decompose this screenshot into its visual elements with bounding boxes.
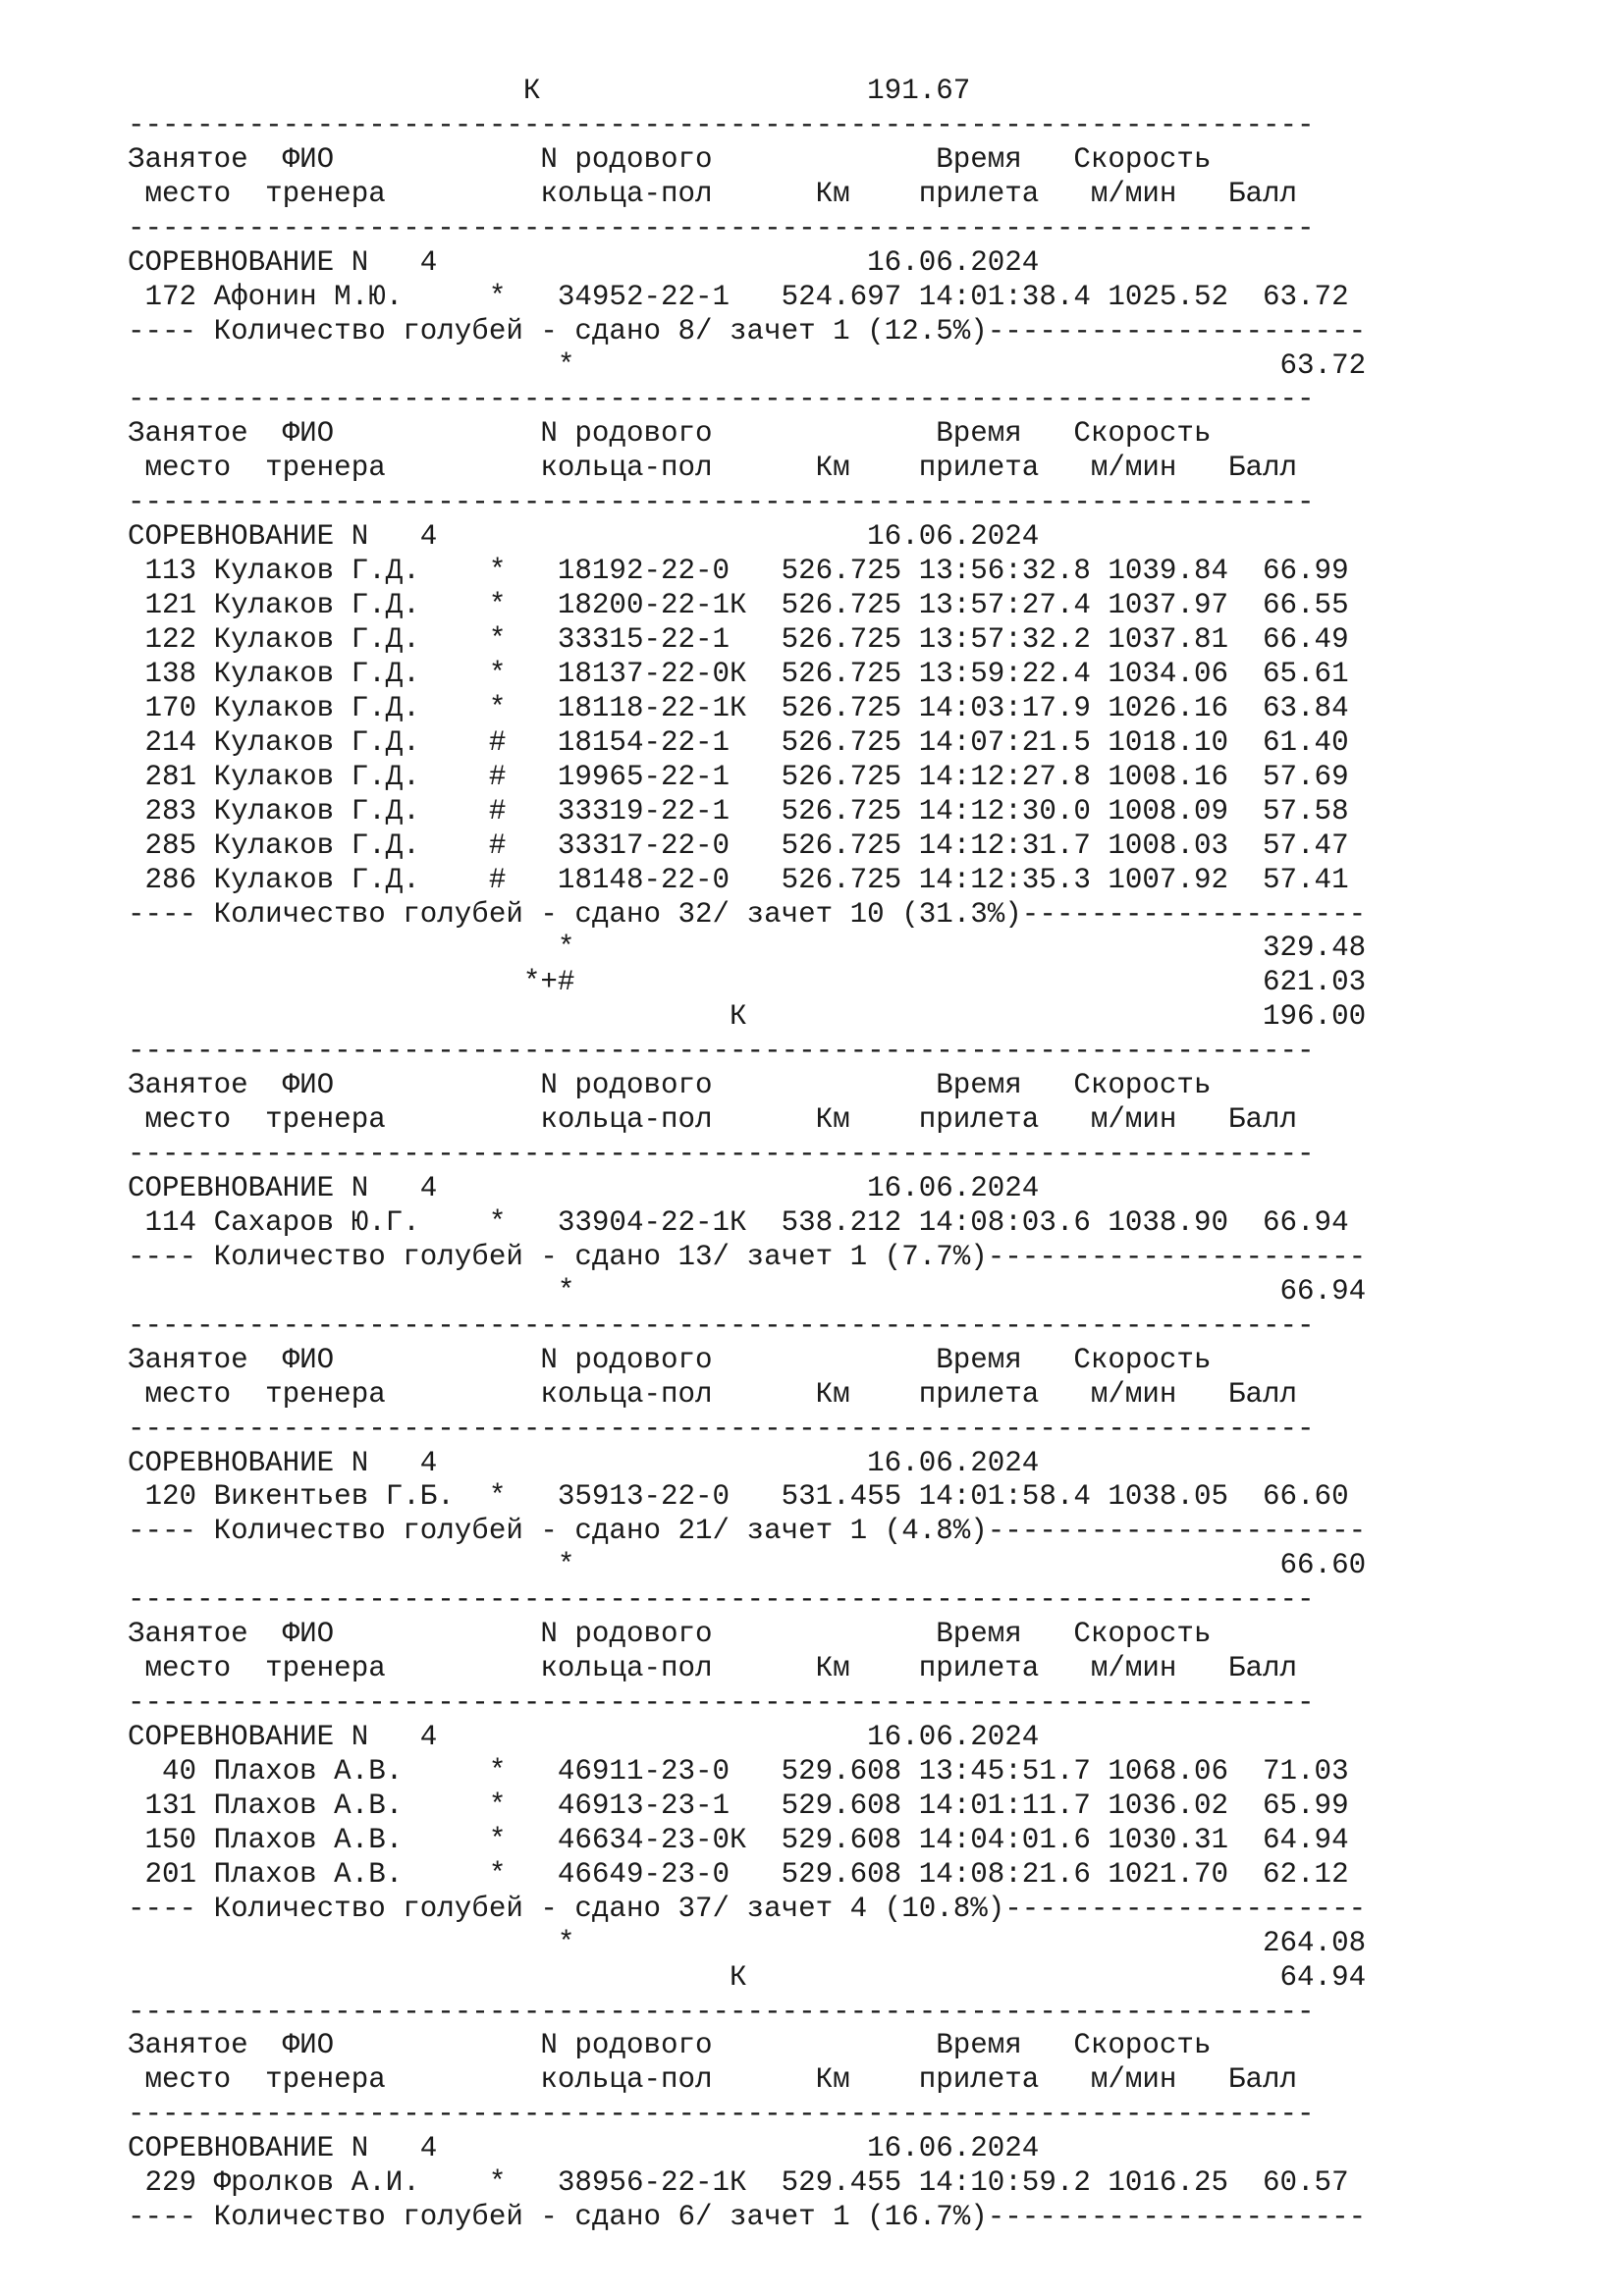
result-row: 150 Плахов А.В. * 46634-23-0К 529.608 14:04:01.6 1030.31 64.94 (128, 1823, 1349, 1856)
column-header-line: место тренера кольца-пол Км прилета м/мин Балл (128, 1103, 1298, 1137)
result-row: 131 Плахов А.В. * 46913-23-1 529.608 14:01:11.7 1036.02 65.99 (128, 1789, 1349, 1822)
competition-line: СОРЕВНОВАНИЕ N 4 16.06.2024 (128, 1721, 1040, 1753)
separator-line: --------------------------------------------------------------------- (128, 486, 1315, 519)
result-row: 40 Плахов А.В. * 46911-23-0 529.608 13:45:51.7 1068.06 71.03 (128, 1754, 1349, 1788)
result-row: 214 Кулаков Г.Д. # 18154-22-1 526.725 14:07:21.5 1018.10 61.40 (128, 725, 1349, 759)
column-header-line: Занятое ФИО N родового Время Скорость (128, 1343, 1212, 1376)
result-row: 122 Кулаков Г.Д. * 33315-22-1 526.725 13:57:32.2 1037.81 66.49 (128, 623, 1349, 656)
column-header-line: место тренера кольца-пол Км прилета м/мин Балл (128, 452, 1298, 485)
pigeon-count-summary: ---- Количество голубей - сдано 32/ зачет 10 (31.3%)-------------------- (128, 897, 1367, 931)
result-row: 113 Кулаков Г.Д. * 18192-22-0 526.725 13:56:32.8 1039.84 66.99 (128, 555, 1349, 588)
result-row: 170 Кулаков Г.Д. * 18118-22-1К 526.725 14:03:17.9 1026.16 63.84 (128, 691, 1349, 724)
pigeon-count-summary: ---- Количество голубей - сдано 6/ зачет 1 (16.7%)---------------------- (128, 2201, 1367, 2234)
column-header-line: место тренера кольца-пол Км прилета м/мин Балл (128, 1652, 1298, 1685)
competition-line: СОРЕВНОВАНИЕ N 4 16.06.2024 (128, 245, 1040, 279)
separator-line: --------------------------------------------------------------------- (128, 1995, 1315, 2028)
results-report (128, 75, 1581, 2235)
separator-line: --------------------------------------------------------------------- (128, 383, 1315, 416)
pigeon-count-summary: ---- Количество голубей - сдано 21/ зачет 1 (4.8%)---------------------- (128, 1515, 1367, 1548)
total-line: * 66.60 (128, 1549, 1367, 1582)
separator-line: --------------------------------------------------------------------- (128, 1308, 1315, 1342)
total-line: *+# 621.03 (128, 966, 1367, 999)
total-line: К 191.67 (128, 75, 971, 107)
column-header-line: Занятое ФИО N родового Время Скорость (128, 417, 1212, 451)
result-row: 286 Кулаков Г.Д. # 18148-22-0 526.725 14:12:35.3 1007.92 57.41 (128, 863, 1349, 896)
column-header-line: место тренера кольца-пол Км прилета м/мин Балл (128, 1377, 1298, 1411)
result-row: 229 Фролков А.И. * 38956-22-1К 529.455 14:10:59.2 1016.25 60.57 (128, 2166, 1349, 2200)
pigeon-count-summary: ---- Количество голубей - сдано 13/ зачет 1 (7.7%)---------------------- (128, 1240, 1367, 1273)
competition-line: СОРЕВНОВАНИЕ N 4 16.06.2024 (128, 520, 1040, 554)
competition-line: СОРЕВНОВАНИЕ N 4 16.06.2024 (128, 1446, 1040, 1479)
separator-line: --------------------------------------------------------------------- (128, 1583, 1315, 1617)
result-row: 121 Кулаков Г.Д. * 18200-22-1К 526.725 13:57:27.4 1037.97 66.55 (128, 589, 1349, 622)
column-header-line: Занятое ФИО N родового Время Скорость (128, 1618, 1212, 1651)
separator-line: --------------------------------------------------------------------- (128, 1035, 1315, 1068)
total-line: * 63.72 (128, 348, 1367, 382)
separator-line: --------------------------------------------------------------------- (128, 108, 1315, 141)
separator-line: --------------------------------------------------------------------- (128, 211, 1315, 244)
separator-line: --------------------------------------------------------------------- (128, 2098, 1315, 2131)
result-row: 172 Афонин М.Ю. * 34952-22-1 524.697 14:01:38.4 1025.52 63.72 (128, 280, 1349, 313)
column-header-line: Занятое ФИО N родового Время Скорость (128, 2029, 1212, 2062)
total-line: К 64.94 (128, 1960, 1367, 1994)
result-row: 285 Кулаков Г.Д. # 33317-22-0 526.725 14:12:31.7 1008.03 57.47 (128, 828, 1349, 862)
competition-line: СОРЕВНОВАНИЕ N 4 16.06.2024 (128, 1172, 1040, 1204)
result-row: 281 Кулаков Г.Д. # 19965-22-1 526.725 14:12:27.8 1008.16 57.69 (128, 760, 1349, 793)
separator-line: --------------------------------------------------------------------- (128, 1412, 1315, 1445)
column-header-line: место тренера кольца-пол Км прилета м/мин Балл (128, 177, 1298, 210)
total-line: К 196.00 (128, 1000, 1367, 1034)
result-row: 283 Кулаков Г.Д. # 33319-22-1 526.725 14:12:30.0 1008.09 57.58 (128, 794, 1349, 828)
column-header-line: Занятое ФИО N родового Время Скорость (128, 142, 1212, 176)
result-row: 114 Сахаров Ю.Г. * 33904-22-1К 538.212 14:08:03.6 1038.90 66.94 (128, 1205, 1349, 1239)
result-row: 201 Плахов А.В. * 46649-23-0 529.608 14:08:21.6 1021.70 62.12 (128, 1857, 1349, 1891)
result-row: 120 Викентьев Г.Б. * 35913-22-0 531.455 14:01:58.4 1038.05 66.60 (128, 1480, 1349, 1514)
separator-line: --------------------------------------------------------------------- (128, 1686, 1315, 1720)
competition-line: СОРЕВНОВАНИЕ N 4 16.06.2024 (128, 2132, 1040, 2165)
total-line: * 66.94 (128, 1274, 1367, 1308)
column-header-line: место тренера кольца-пол Км прилета м/мин Балл (128, 2063, 1298, 2097)
separator-line: --------------------------------------------------------------------- (128, 1138, 1315, 1171)
pigeon-count-summary: ---- Количество голубей - сдано 8/ зачет 1 (12.5%)---------------------- (128, 314, 1367, 347)
total-line: * 329.48 (128, 932, 1367, 965)
total-line: * 264.08 (128, 1926, 1367, 1959)
pigeon-count-summary: ---- Количество голубей - сдано 37/ зачет 4 (10.8%)--------------------- (128, 1892, 1367, 1925)
column-header-line: Занятое ФИО N родового Время Скорость (128, 1069, 1212, 1102)
result-row: 138 Кулаков Г.Д. * 18137-22-0К 526.725 13:59:22.4 1034.06 65.61 (128, 657, 1349, 690)
